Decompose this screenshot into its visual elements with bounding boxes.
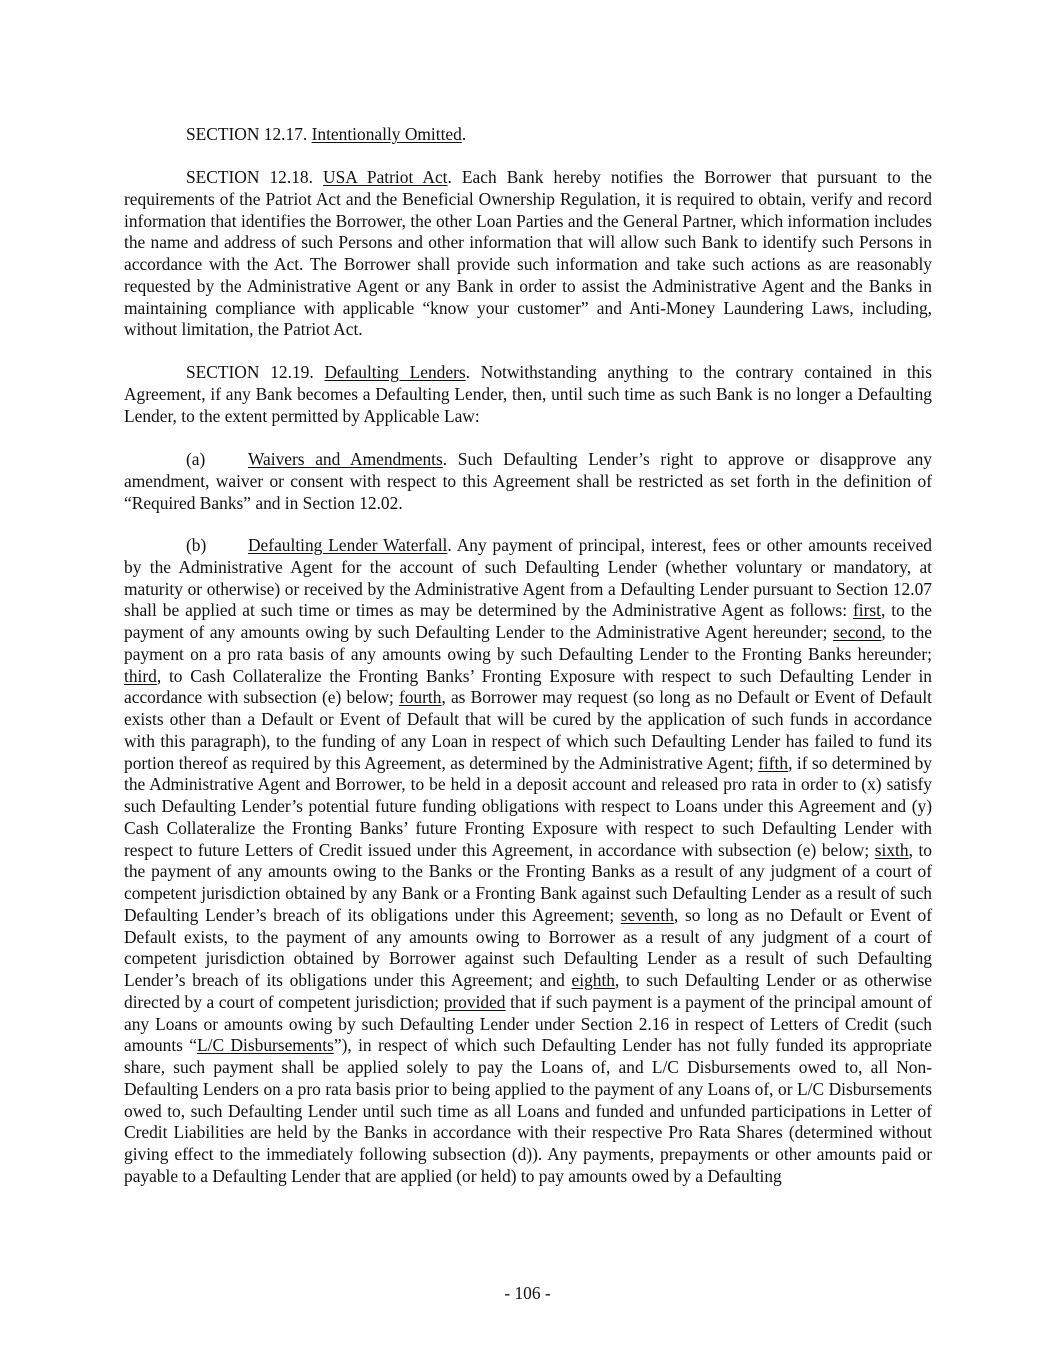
subsection-label: (a) [186,449,206,469]
text-segment: SECTION 12.19. [186,362,325,382]
text-segment: , to Cash Collateralize the Fronting Banks’ Fronting Exposure with respect to such Defaulting Lender in accordance with subsection (e) below; [124,665,932,708]
underlined-term: Waivers and Amendments [248,449,443,469]
text-segment: , if so determined by the Administrative Agent and Borrower, to be held in a deposit account and released pro rata in order to (x) satisfy such Defaulting Lender’s potential future funding obligations with respect to Loans under this Agreement and (y) Cash Collateralize the Fronting Banks’ future Fronting Exposure with respect to such Defaulting Lender with respect to future Letters of Credit issued under this Agreement, in accordance with subsection (e) below; [124,752,932,860]
text-segment: . Notwithstanding anything to the contrary contained in this Agreement, if any Bank becomes a Defaulting Lender, then, until such time as such Bank is no longer a Defaulting Lender, to the extent permitted by Applicable Law: [124,362,932,426]
text-segment: SECTION 12.17. [186,124,312,144]
subsection-a [124,449,932,514]
underlined-term: sixth [874,839,909,860]
underlined-term: Defaulting Lender Waterfall [248,535,448,555]
underlined-term: eighth [571,970,615,990]
text-segment: . [461,124,467,144]
underlined-term: first [852,600,881,621]
text-segment: that if such payment is a payment of the principal amount of any Loans or amounts owing by such Defaulting Lender under Section 2.16 in respect of Letters of Credit (such amounts “ [124,991,932,1056]
page-number: - 106 - [504,1283,551,1303]
underlined-term: fourth [398,687,442,708]
underlined-term: seventh [620,904,674,925]
underlined-term: fifth [758,752,789,773]
text-segment: , to the payment of any amounts owing by such Defaulting Lender to the Administrative Agent hereunder; [124,600,932,642]
section-12-17 [124,124,932,146]
text-segment: ”), in respect of which such Defaulting Lender has not fully funded its appropriate share, such payment shall be applied solely to pay the Loans of, and L/C Disbursements owed to, all Non-Defaulting Lenders on a pro rata basis prior to being applied to the payment of any Loans of, or L/C Disbursements owed to, such Defaulting Lender until such time as all Loans and funded and unfunded participations in Letter of Credit Liabilities are held by the Banks in accordance with their respective Pro Rata Shares (determined without giving effect to the immediately following subsection (d)). Any payments, prepayments or other amounts paid or payable to a Defaulting Lender that are applied (or held) to pay amounts owed by a Defaulting [124,1035,932,1186]
section-12-18 [124,167,932,341]
subsection-b [124,535,932,1188]
underlined-term: provided [443,991,506,1012]
text-segment: . Each Bank hereby notifies the Borrower that pursuant to the requirements of the Patriot Act and the Beneficial Ownership Regulation, it is required to obtain, verify and record information that identifies the Borrower, the other Loan Parties and the General Partner, which information includes the name and address of such Persons and other information that will allow such Bank to identify such Persons in accordance with the Act. The Borrower shall provide such information and take such actions as are reasonably requested by the Administrative Agent or any Bank in order to assist the Administrative Agent and the Banks in maintaining compliance with applicable “know your customer” and Anti-Money Laundering Laws, including, without limitation, the Patriot Act. [124,167,932,340]
text-segment: SECTION 12.18. [186,167,324,187]
underlined-term: Defaulting Lenders [324,362,466,382]
underlined-term: Intentionally Omitted [311,124,462,144]
underlined-term: L/C Disbursements [197,1035,334,1056]
text-segment: . Any payment of principal, interest, fees or other amounts received by the Administrative Agent for the account of such Defaulting Lender (whether voluntary or mandatory, at maturity or otherwise) or received by the Administrative Agent from a Defaulting Lender pursuant to Section 12.07 shall be applied at such time or times as may be determined by the Administrative Agent as follows: [124,535,932,621]
text-segment: . Such Defaulting Lender’s right to approve or disapprove any amendment, waiver or consent with respect to this Agreement shall be restricted as set forth in the definition of “Required Banks” and in Section 12.02. [124,449,933,513]
text-segment: , to the payment of any amounts owing to the Banks or the Fronting Banks as a result of any judgment of a court of competent jurisdiction obtained by any Bank or a Fronting Bank against such Defaulting Lender as a result of such Defaulting Lender’s breach of its obligations under this Agreement; [124,839,932,925]
text-segment: , as Borrower may request (so long as no Default or Event of Default exists other than a Default or Event of Default that will be cured by the application of such funds in accordance with this paragraph), to the funding of any Loan in respect of which such Defaulting Lender has failed to fund its portion thereof as required by this Agreement, as determined by the Administrative Agent; [124,687,932,773]
underlined-term: third [124,665,157,686]
underlined-term: USA Patriot Act [323,167,448,187]
section-12-19 [124,362,932,427]
text-segment: , to the payment on a pro rata basis of any amounts owing by such Defaulting Lender to the Fronting Banks hereunder; [124,622,932,664]
text-segment: , to such Defaulting Lender or as otherwise directed by a court of competent jurisdiction; [124,970,932,1012]
text-segment: , so long as no Default or Event of Default exists, to the payment of any amounts owing to Borrower as a result of any judgment of a court of competent jurisdiction obtained by Borrower against such Defaulting Lender as a result of such Defaulting Lender’s breach of its obligations under this Agreement; and [124,904,932,990]
subsection-label: (b) [186,535,207,555]
underlined-term: second [833,622,882,642]
